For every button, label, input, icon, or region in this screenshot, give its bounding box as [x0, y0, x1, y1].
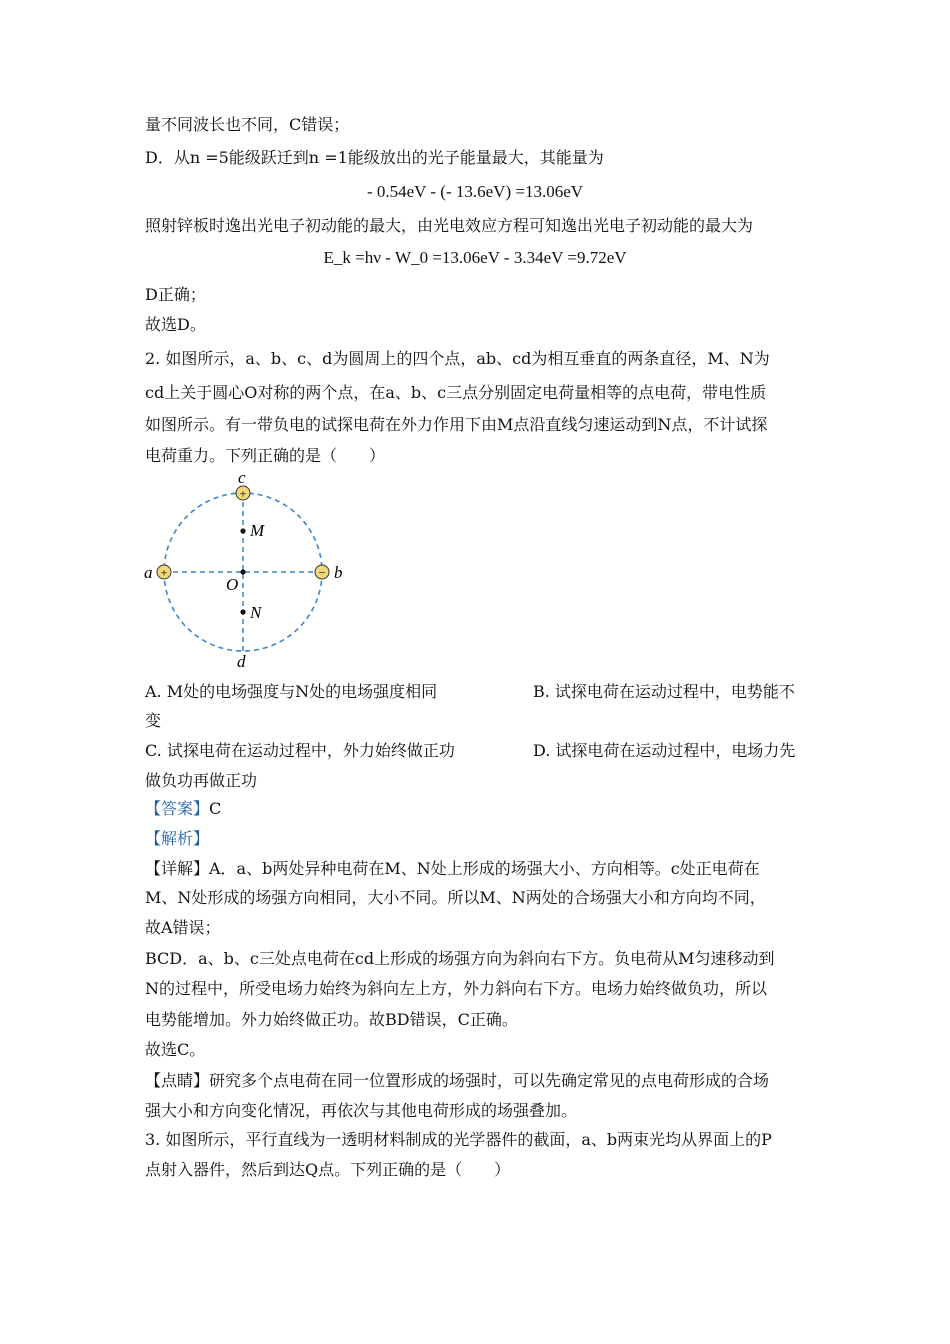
q2-stem-line2: cd上关于圆心O对称的两个点，在a、b、c三点分别固定电荷量相等的点电荷，带电性质: [145, 383, 767, 402]
detail-line2: M、N处形成的场强方向相同，大小不同。所以M、N两处的合场强大小和方向均不同，: [145, 888, 766, 907]
label-n: N: [250, 603, 262, 622]
q2-stem-line4: 电荷重力。下列正确的是（ ）: [145, 446, 386, 465]
svg-text:−: −: [318, 565, 326, 580]
detail-line3: 故A错误；: [145, 918, 221, 937]
label-m: M: [250, 521, 265, 540]
d-correct: D正确；: [145, 285, 206, 304]
svg-text:+: +: [239, 486, 247, 501]
formula-energy: - 0.54eV - (- 13.6eV) =13.06eV: [366, 182, 584, 201]
charge-b: [315, 565, 329, 580]
prev-c-tail: 量不同波长也不同，C错误；: [145, 115, 350, 134]
q3-stem-line2: 点射入器件，然后到达Q点。下列正确的是（ ）: [145, 1160, 511, 1179]
answer-tag: 【答案】: [145, 799, 210, 818]
option-b-line1: B. 试探电荷在运动过程中，电势能不: [533, 682, 795, 701]
detail-line4: BCD．a、b、c三处点电荷在cd上形成的场强方向为斜向右下方。负电荷从M匀速移动到: [145, 949, 775, 968]
label-d: d: [237, 652, 246, 671]
prev-choose: 故选D。: [145, 315, 206, 334]
charge-a: [157, 565, 171, 580]
svg-text:+: +: [160, 565, 168, 580]
label-a: a: [144, 563, 153, 582]
detail-line5: N的过程中，所受电场力始终为斜向左上方，外力斜向右下方。电场力始终做负功，所以: [145, 979, 768, 998]
label-o: O: [226, 575, 239, 594]
zinc-line: 照射锌板时逸出光电子初动能的最大，由光电效应方程可知逸出光电子初动能的最大为: [145, 216, 754, 235]
answer-value: C: [209, 799, 222, 818]
detail-line1: 【详解】A．a、b两处异种电荷在M、N处上形成的场强大小、方向相等。c处正电荷在: [145, 859, 760, 878]
formula-kinetic: E_k =hν - W_0 =13.06eV - 3.34eV =9.72eV: [323, 248, 627, 267]
option-d-line2: 做负功再做正功: [145, 771, 258, 790]
option-c: C. 试探电荷在运动过程中，外力始终做正功: [145, 741, 455, 760]
option-a: A. M处的电场强度与N处的电场强度相同: [145, 682, 438, 701]
label-b: b: [334, 563, 343, 582]
q2-stem-line1: 2. 如图所示，a、b、c、d为圆周上的四个点，ab、cd为相互垂直的两条直径，M、N为: [145, 349, 770, 368]
analysis-tag: 【解析】: [145, 829, 210, 848]
label-c: c: [238, 468, 246, 487]
charge-c: [236, 486, 250, 501]
point-n: [240, 609, 245, 614]
detail-line6: 电势能增加。外力始终做正功。故BD错误，C正确。: [145, 1010, 518, 1029]
q2-stem-line3: 如图所示。有一带负电的试探电荷在外力作用下由M点沿直线匀速运动到N点，不计试探: [145, 415, 768, 434]
prev-d-line: D．从n =5能级跃迁到n =1能级放出的光子能量最大，其能量为: [145, 148, 604, 167]
option-d-line1: D. 试探电荷在运动过程中，电场力先: [533, 741, 796, 760]
option-b-line2: 变: [145, 711, 162, 730]
point-m: [240, 528, 245, 533]
answer-line: [145, 798, 805, 820]
tip-line1: 【点睛】研究多个点电荷在同一位置形成的场强时，可以先确定常见的点电荷形成的合场: [145, 1071, 770, 1090]
q2-choose: 故选C。: [145, 1040, 206, 1059]
circle-charge-figure: [140, 468, 360, 673]
point-o: [240, 569, 245, 574]
q3-stem-line1: 3. 如图所示，平行直线为一透明材料制成的光学器件的截面，a、b两束光均从界面上的P: [145, 1130, 772, 1149]
tip-line2: 强大小和方向变化情况，再依次与其他电荷形成的场强叠加。: [145, 1101, 578, 1120]
